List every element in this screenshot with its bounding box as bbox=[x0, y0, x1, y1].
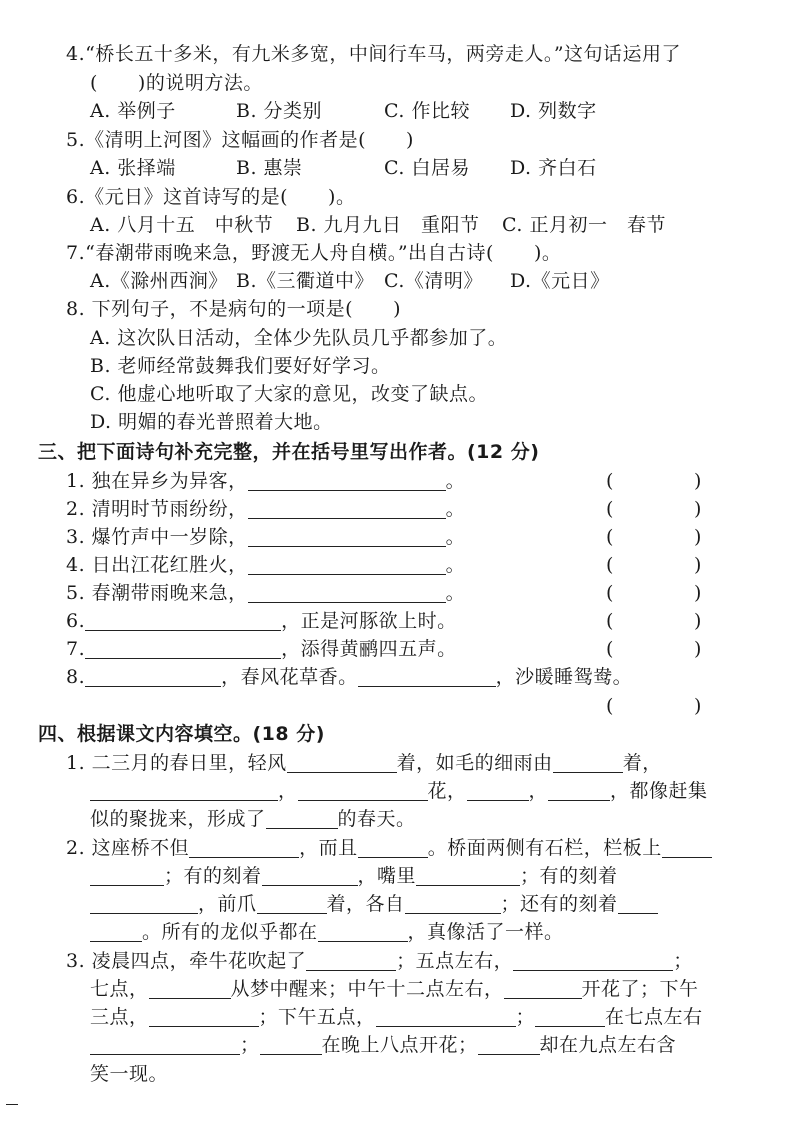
question-4-stem-line2: ( )的说明方法。 bbox=[90, 72, 263, 94]
fill-paragraph-3-line1: 3. 凌晨四点，牵牛花吹起了 ；五点左右， ； bbox=[66, 950, 693, 972]
fill-paragraph-3-line4: ； 在晚上八点开花； 却在九点左右含 bbox=[90, 1033, 676, 1057]
blank[interactable] bbox=[90, 1034, 240, 1055]
blank[interactable] bbox=[262, 865, 358, 886]
poem-item-3: 3. 爆竹声中一岁除， 。 bbox=[66, 526, 466, 548]
author-paren-open: ( bbox=[606, 695, 614, 717]
blank[interactable] bbox=[553, 752, 623, 773]
fill-paragraph-2-line2: ；有的刻着 ，嘴里 ；有的刻着 bbox=[90, 864, 618, 888]
fill-paragraph-1-line1: 1. 二三月的春日里，轻风 着，如毛的细雨由 着， bbox=[66, 752, 662, 774]
option-a[interactable]: A.《滁州西涧》 bbox=[90, 270, 228, 292]
section-4-title: 四、根据课文内容填空。(18 分) bbox=[38, 723, 325, 745]
option-a[interactable]: A. 举例子 bbox=[90, 100, 176, 122]
fill-paragraph-3-line3: 三点， ；下午五点， ； 在七点左右 bbox=[90, 1006, 703, 1028]
question-5-options bbox=[90, 156, 597, 180]
poem-blank[interactable] bbox=[85, 638, 281, 659]
author-paren-open: ( bbox=[606, 554, 614, 576]
question-5-stem: 5.《清明上河图》这幅画的作者是( ) bbox=[66, 129, 414, 151]
blank[interactable] bbox=[513, 950, 673, 971]
blank[interactable] bbox=[149, 978, 231, 999]
poem-item-4: 4. 日出江花红胜火， 。 bbox=[66, 554, 466, 576]
poem-blank[interactable] bbox=[248, 470, 446, 491]
question-6-options bbox=[90, 213, 666, 237]
blank[interactable] bbox=[257, 893, 327, 914]
question-4-options bbox=[90, 99, 710, 123]
option-d[interactable]: D. 齐白石 bbox=[510, 157, 597, 179]
blank[interactable] bbox=[287, 752, 397, 773]
margin-mark bbox=[6, 1104, 18, 1105]
author-paren-close: ) bbox=[694, 498, 702, 520]
blank[interactable] bbox=[85, 666, 221, 687]
blank[interactable] bbox=[189, 837, 299, 858]
author-paren-close: ) bbox=[694, 526, 702, 548]
blank[interactable] bbox=[478, 1034, 540, 1055]
blank[interactable] bbox=[90, 780, 278, 801]
option-c[interactable]: C. 正月初一 春节 bbox=[502, 214, 666, 236]
question-6-stem: 6.《元日》这首诗写的是( )。 bbox=[66, 186, 356, 208]
option-c[interactable]: C. 白居易 bbox=[384, 157, 470, 179]
blank[interactable] bbox=[90, 921, 142, 942]
blank[interactable] bbox=[467, 780, 529, 801]
option-b[interactable]: B. 分类别 bbox=[236, 100, 323, 122]
blank[interactable] bbox=[548, 780, 610, 801]
author-paren-open: ( bbox=[606, 610, 614, 632]
poem-item-7: 7. ，添得黄鹂四五声。 bbox=[66, 638, 457, 660]
poem-blank[interactable] bbox=[248, 582, 446, 603]
fill-paragraph-1-line3: 似的聚拢来，形成了 的春天。 bbox=[90, 808, 416, 830]
fill-paragraph-1-line2: ， 花， ， ，都像赶集 bbox=[90, 779, 708, 803]
poem-blank[interactable] bbox=[248, 554, 446, 575]
option-d[interactable]: D.《元日》 bbox=[510, 270, 610, 292]
author-paren-close: ) bbox=[694, 610, 702, 632]
option-b[interactable]: B.《三衢道中》 bbox=[236, 270, 375, 292]
author-paren-open: ( bbox=[606, 498, 614, 520]
option-c[interactable]: C. 作比较 bbox=[384, 100, 470, 122]
poem-blank[interactable] bbox=[248, 526, 446, 547]
poem-item-1: 1. 独在异乡为异客， 。 bbox=[66, 470, 466, 492]
poem-item-5: 5. 春潮带雨晚来急， 。 bbox=[66, 582, 466, 604]
fill-paragraph-2-line1: 2. 这座桥不但 ，而且 。桥面两侧有石栏，栏板上 bbox=[66, 836, 712, 860]
fill-paragraph-3-line5: 笑一现。 bbox=[90, 1063, 169, 1085]
option-b[interactable]: B. 惠崇 bbox=[236, 157, 303, 179]
author-paren-close: ) bbox=[694, 638, 702, 660]
blank[interactable] bbox=[618, 893, 658, 914]
blank[interactable] bbox=[504, 978, 582, 999]
blank[interactable] bbox=[318, 921, 408, 942]
option-b[interactable]: B. 九月九日 重阳节 bbox=[296, 214, 480, 236]
blank[interactable] bbox=[358, 666, 496, 687]
option-a[interactable]: A. 八月十五 中秋节 bbox=[90, 214, 274, 236]
author-paren-open: ( bbox=[606, 638, 614, 660]
blank[interactable] bbox=[535, 1006, 605, 1027]
blank[interactable] bbox=[405, 893, 501, 914]
question-8-option-c[interactable]: C. 他虚心地听取了大家的意见，改变了缺点。 bbox=[90, 383, 488, 405]
blank[interactable] bbox=[662, 837, 712, 858]
author-paren-close: ) bbox=[694, 554, 702, 576]
blank[interactable] bbox=[90, 893, 198, 914]
option-d[interactable]: D. 列数字 bbox=[510, 100, 597, 122]
option-c[interactable]: C.《清明》 bbox=[384, 270, 483, 292]
poem-blank[interactable] bbox=[85, 610, 281, 631]
poem-item-8: 8. ，春风花草香。 ，沙暖睡鸳鸯。 bbox=[66, 666, 633, 688]
blank[interactable] bbox=[306, 950, 396, 971]
poem-item-6: 6. ，正是河豚欲上时。 bbox=[66, 610, 457, 632]
blank[interactable] bbox=[266, 808, 338, 829]
blank[interactable] bbox=[376, 1006, 516, 1027]
question-7-options bbox=[90, 269, 610, 293]
author-paren-close: ) bbox=[694, 470, 702, 492]
author-paren-open: ( bbox=[606, 526, 614, 548]
option-a[interactable]: A. 张择端 bbox=[90, 157, 176, 179]
author-paren-open: ( bbox=[606, 470, 614, 492]
fill-paragraph-2-line4: 。所有的龙似乎都在 ，真像活了一样。 bbox=[90, 920, 564, 944]
fill-paragraph-2-line3: ，前爪 着，各自 ；还有的刻着 bbox=[90, 892, 658, 916]
question-8-stem: 8. 下列句子，不是病句的一项是( ) bbox=[66, 298, 402, 320]
author-paren-close: ) bbox=[694, 582, 702, 604]
question-8-option-d[interactable]: D. 明媚的春光普照着大地。 bbox=[90, 411, 333, 433]
section-3-title: 三、把下面诗句补充完整，并在括号里写出作者。(12 分) bbox=[38, 441, 540, 463]
question-4-stem: 4.“桥长五十多米，有九米多宽，中间行车马，两旁走人。”这句话运用了 bbox=[66, 43, 682, 65]
blank[interactable] bbox=[298, 780, 428, 801]
author-paren-open: ( bbox=[606, 582, 614, 604]
question-8-option-b[interactable]: B. 老师经常鼓舞我们要好好学习。 bbox=[90, 355, 391, 377]
question-8-option-a[interactable]: A. 这次队日活动，全体少先队员几乎都参加了。 bbox=[90, 327, 508, 349]
blank[interactable] bbox=[149, 1006, 259, 1027]
question-7-stem: 7.“春潮带雨晚来急，野渡无人舟自横。”出自古诗( )。 bbox=[66, 242, 562, 264]
poem-blank[interactable] bbox=[248, 498, 446, 519]
blank[interactable] bbox=[358, 837, 428, 858]
blank[interactable] bbox=[260, 1034, 322, 1055]
blank[interactable] bbox=[90, 865, 164, 886]
blank[interactable] bbox=[416, 865, 520, 886]
fill-paragraph-3-line2: 七点， 从梦中醒来；中午十二点左右， 开花了；下午 bbox=[90, 978, 699, 1000]
poem-item-2: 2. 清明时节雨纷纷， 。 bbox=[66, 498, 466, 520]
author-paren-close: ) bbox=[694, 695, 702, 717]
